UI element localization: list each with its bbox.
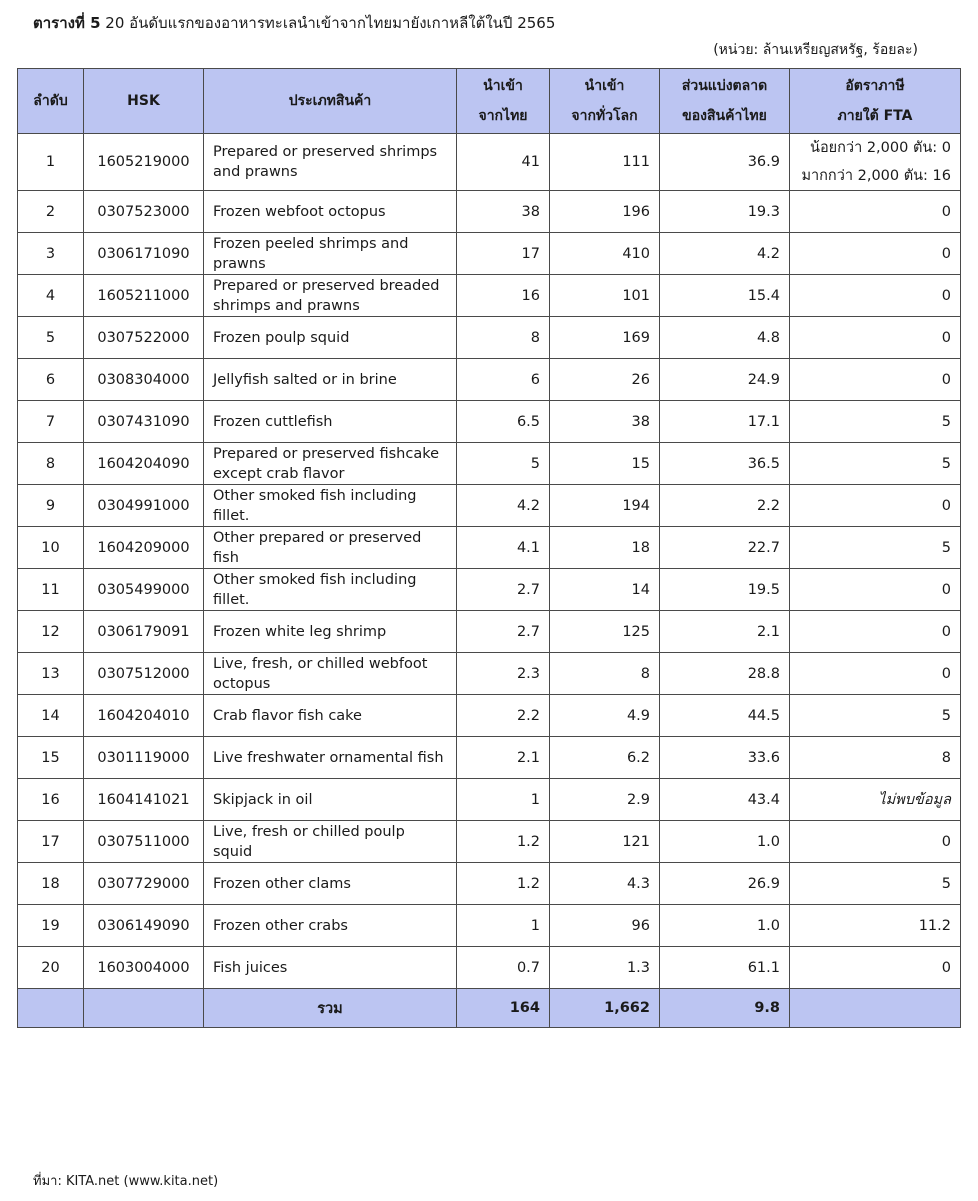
import-thai-cell: 1 [457, 779, 550, 821]
tariff-over-2000: มากกว่า 2,000 ตัน: 16 [801, 168, 951, 184]
tariff-cell: 8 [790, 737, 961, 779]
header-market-share-line2: ของสินค้าไทย [682, 108, 767, 124]
source-note: ที่มา: KITA.net (www.kita.net) [33, 1174, 219, 1189]
rank-cell: 4 [18, 275, 84, 317]
hsk-cell: 0306171090 [84, 233, 204, 275]
tariff-cell: 0 [790, 821, 961, 863]
header-import-thai-line2: จากไทย [478, 108, 528, 124]
share-cell: 2.1 [660, 611, 790, 653]
caption-label: ตารางที่ 5 [33, 14, 101, 32]
share-cell: 44.5 [660, 695, 790, 737]
product-cell: Prepared or preserved breaded shrimps and prawns [204, 275, 457, 317]
import-world-cell: 4.3 [550, 863, 660, 905]
share-cell: 1.0 [660, 905, 790, 947]
product-cell: Crab flavor fish cake [204, 695, 457, 737]
import-world-cell: 14 [550, 569, 660, 611]
import-thai-cell: 4.2 [457, 485, 550, 527]
hsk-cell: 0304991000 [84, 485, 204, 527]
product-cell: Skipjack in oil [204, 779, 457, 821]
hsk-cell: 0307511000 [84, 821, 204, 863]
share-cell: 15.4 [660, 275, 790, 317]
rank-cell: 12 [18, 611, 84, 653]
import-world-cell: 38 [550, 401, 660, 443]
hsk-cell: 0305499000 [84, 569, 204, 611]
tariff-cell: 5 [790, 443, 961, 485]
rank-cell: 7 [18, 401, 84, 443]
header-tariff-line2: ภายใต้ FTA [837, 108, 913, 124]
import-world-cell: 15 [550, 443, 660, 485]
import-world-cell: 8 [550, 653, 660, 695]
tariff-cell: 0 [790, 485, 961, 527]
import-world-cell: 121 [550, 821, 660, 863]
table-row [18, 737, 961, 779]
tariff-cell: 0 [790, 359, 961, 401]
hsk-cell: 0307431090 [84, 401, 204, 443]
product-cell: Other smoked fish including fillet. [204, 485, 457, 527]
import-world-cell: 96 [550, 905, 660, 947]
import-thai-cell: 0.7 [457, 947, 550, 989]
table-row [18, 443, 961, 485]
header-product: ประเภทสินค้า [204, 69, 457, 134]
import-thai-cell: 6 [457, 359, 550, 401]
share-cell: 33.6 [660, 737, 790, 779]
import-world-cell: 111 [550, 134, 660, 191]
rank-cell: 6 [18, 359, 84, 401]
share-cell: 19.5 [660, 569, 790, 611]
import-world-cell: 196 [550, 191, 660, 233]
tariff-cell: 5 [790, 401, 961, 443]
hsk-cell: 0307512000 [84, 653, 204, 695]
header-import-world-line2: จากทั่วโลก [571, 108, 638, 124]
product-cell: Frozen peeled shrimps and prawns [204, 233, 457, 275]
table-row [18, 359, 961, 401]
product-cell: Frozen cuttlefish [204, 401, 457, 443]
product-cell: Prepared or preserved shrimps and prawns [204, 134, 457, 191]
table-row [18, 779, 961, 821]
hsk-cell: 0301119000 [84, 737, 204, 779]
share-cell: 26.9 [660, 863, 790, 905]
import-thai-cell: 1 [457, 905, 550, 947]
rank-cell: 8 [18, 443, 84, 485]
table-row [18, 317, 961, 359]
table-row [18, 401, 961, 443]
import-world-cell: 194 [550, 485, 660, 527]
rank-cell: 11 [18, 569, 84, 611]
share-cell: 4.2 [660, 233, 790, 275]
total-import-world: 1,662 [550, 989, 660, 1028]
rank-cell: 2 [18, 191, 84, 233]
header-import-thai-line1: นำเข้า [483, 78, 523, 94]
tariff-cell: 0 [790, 191, 961, 233]
share-cell: 4.8 [660, 317, 790, 359]
import-thai-cell: 38 [457, 191, 550, 233]
rank-cell: 9 [18, 485, 84, 527]
product-cell: Prepared or preserved fishcake except crab flavor [204, 443, 457, 485]
table-body [18, 134, 961, 989]
table-header [18, 69, 961, 134]
tariff-cell [790, 134, 961, 191]
rank-cell: 1 [18, 134, 84, 191]
tariff-cell: 0 [790, 317, 961, 359]
rank-cell: 18 [18, 863, 84, 905]
total-share: 9.8 [660, 989, 790, 1028]
product-cell: Other prepared or preserved fish [204, 527, 457, 569]
tariff-cell: ไม่พบข้อมูล [790, 779, 961, 821]
share-cell: 43.4 [660, 779, 790, 821]
table-row [18, 191, 961, 233]
hsk-cell: 1604204090 [84, 443, 204, 485]
header-hsk: HSK [84, 69, 204, 134]
share-cell: 19.3 [660, 191, 790, 233]
product-cell: Fish juices [204, 947, 457, 989]
total-row [18, 989, 961, 1028]
product-cell: Live, fresh or chilled poulp squid [204, 821, 457, 863]
import-thai-cell: 2.1 [457, 737, 550, 779]
rank-cell: 16 [18, 779, 84, 821]
header-tariff-line1: อัตราภาษี [845, 78, 905, 94]
table-row [18, 695, 961, 737]
rank-cell: 3 [18, 233, 84, 275]
rank-cell: 5 [18, 317, 84, 359]
header-import-world [550, 69, 660, 134]
product-cell: Frozen poulp squid [204, 317, 457, 359]
unit-note: (หน่วย: ล้านเหรียญสหรัฐ, ร้อยละ) [713, 42, 918, 58]
header-tariff [790, 69, 961, 134]
import-world-cell: 18 [550, 527, 660, 569]
import-world-cell: 1.3 [550, 947, 660, 989]
caption-text: 20 อันดับแรกของอาหารทะเลนำเข้าจากไทยมายังเกาหลีใต้ในปี 2565 [105, 14, 556, 32]
hsk-cell: 1604209000 [84, 527, 204, 569]
table-row [18, 134, 961, 191]
tariff-cell: 11.2 [790, 905, 961, 947]
tariff-cell: 0 [790, 611, 961, 653]
hsk-cell: 0307729000 [84, 863, 204, 905]
tariff-cell: 5 [790, 863, 961, 905]
header-market-share-line1: ส่วนแบ่งตลาด [681, 78, 768, 94]
rank-cell: 10 [18, 527, 84, 569]
total-import-thai: 164 [457, 989, 550, 1028]
import-world-cell: 101 [550, 275, 660, 317]
table-total [18, 989, 961, 1028]
total-tariff-empty [790, 989, 961, 1028]
hsk-cell: 1605219000 [84, 134, 204, 191]
share-cell: 36.5 [660, 443, 790, 485]
hsk-cell: 0306149090 [84, 905, 204, 947]
table-row [18, 821, 961, 863]
tariff-cell: 0 [790, 569, 961, 611]
tariff-cell: 0 [790, 947, 961, 989]
hsk-cell: 1604141021 [84, 779, 204, 821]
total-hsk-empty [84, 989, 204, 1028]
share-cell: 17.1 [660, 401, 790, 443]
import-thai-cell: 2.7 [457, 569, 550, 611]
import-world-cell: 410 [550, 233, 660, 275]
tariff-cell: 5 [790, 695, 961, 737]
product-cell: Jellyfish salted or in brine [204, 359, 457, 401]
tariff-under-2000: น้อยกว่า 2,000 ตัน: 0 [810, 140, 951, 156]
hsk-cell: 0307522000 [84, 317, 204, 359]
hsk-cell: 0307523000 [84, 191, 204, 233]
import-world-cell: 6.2 [550, 737, 660, 779]
header-market-share [660, 69, 790, 134]
import-thai-cell: 41 [457, 134, 550, 191]
hsk-cell: 1604204010 [84, 695, 204, 737]
import-thai-cell: 1.2 [457, 863, 550, 905]
import-thai-cell: 6.5 [457, 401, 550, 443]
seafood-import-table [17, 68, 961, 1028]
import-thai-cell: 8 [457, 317, 550, 359]
import-world-cell: 26 [550, 359, 660, 401]
import-world-cell: 125 [550, 611, 660, 653]
share-cell: 2.2 [660, 485, 790, 527]
table-row [18, 569, 961, 611]
table-row [18, 485, 961, 527]
share-cell: 28.8 [660, 653, 790, 695]
table-row [18, 527, 961, 569]
table-row [18, 233, 961, 275]
import-world-cell: 4.9 [550, 695, 660, 737]
import-thai-cell: 17 [457, 233, 550, 275]
rank-cell: 19 [18, 905, 84, 947]
hsk-cell: 1603004000 [84, 947, 204, 989]
import-thai-cell: 1.2 [457, 821, 550, 863]
import-thai-cell: 5 [457, 443, 550, 485]
hsk-cell: 1605211000 [84, 275, 204, 317]
product-cell: Frozen white leg shrimp [204, 611, 457, 653]
rank-cell: 17 [18, 821, 84, 863]
total-label: รวม [204, 989, 457, 1028]
product-cell: Frozen other crabs [204, 905, 457, 947]
table-row [18, 863, 961, 905]
tariff-cell: 0 [790, 275, 961, 317]
import-thai-cell: 16 [457, 275, 550, 317]
table-row [18, 947, 961, 989]
table-row [18, 275, 961, 317]
share-cell: 22.7 [660, 527, 790, 569]
share-cell: 36.9 [660, 134, 790, 191]
table-row [18, 653, 961, 695]
product-cell: Live freshwater ornamental fish [204, 737, 457, 779]
table-row [18, 611, 961, 653]
tariff-cell: 0 [790, 233, 961, 275]
rank-cell: 15 [18, 737, 84, 779]
product-cell: Other smoked fish including fillet. [204, 569, 457, 611]
header-import-world-line1: นำเข้า [584, 78, 625, 94]
share-cell: 61.1 [660, 947, 790, 989]
table-row [18, 905, 961, 947]
import-thai-cell: 2.2 [457, 695, 550, 737]
share-cell: 1.0 [660, 821, 790, 863]
product-cell: Live, fresh, or chilled webfoot octopus [204, 653, 457, 695]
import-world-cell: 169 [550, 317, 660, 359]
header-rank: ลำดับ [18, 69, 84, 134]
total-rank-empty [18, 989, 84, 1028]
rank-cell: 20 [18, 947, 84, 989]
hsk-cell: 0308304000 [84, 359, 204, 401]
product-cell: Frozen webfoot octopus [204, 191, 457, 233]
import-world-cell: 2.9 [550, 779, 660, 821]
product-cell: Frozen other clams [204, 863, 457, 905]
import-thai-cell: 4.1 [457, 527, 550, 569]
share-cell: 24.9 [660, 359, 790, 401]
tariff-cell: 0 [790, 653, 961, 695]
import-thai-cell: 2.3 [457, 653, 550, 695]
tariff-cell: 5 [790, 527, 961, 569]
rank-cell: 13 [18, 653, 84, 695]
table-caption [33, 12, 555, 34]
rank-cell: 14 [18, 695, 84, 737]
import-thai-cell: 2.7 [457, 611, 550, 653]
header-import-thai [457, 69, 550, 134]
hsk-cell: 0306179091 [84, 611, 204, 653]
